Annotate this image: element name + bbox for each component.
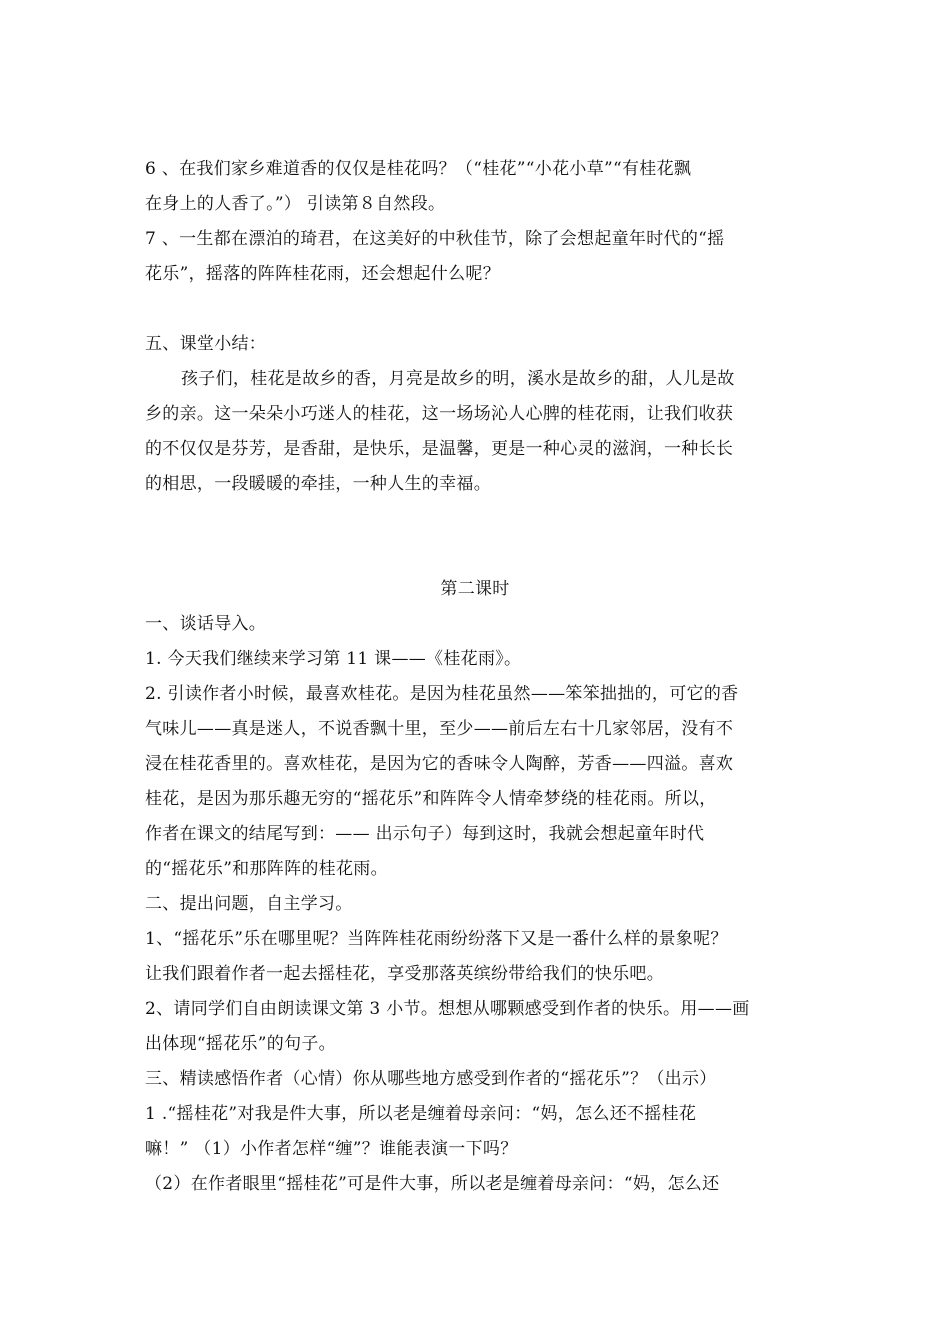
text-line: 桂花，是因为那乐趣无穷的“摇花乐”和阵阵令人情牵梦绕的桂花雨。所以， <box>145 789 717 809</box>
spacer <box>145 292 805 327</box>
text-line: 1. 今天我们继续来学习第 11 课——《桂花雨》。 <box>145 649 522 669</box>
text-line: （2）在作者眼里“摇桂花”可是件大事，所以老是缠着母亲问：“妈，怎么还 <box>145 1174 720 1194</box>
part2-heading: 二、提出问题，自主学习。 <box>145 894 353 914</box>
text-line: 乡的亲。这一朵朵小巧迷人的桂花，这一场场沁人心脾的桂花雨，让我们收获 <box>145 404 734 424</box>
text-line: 2、请同学们自由朗读课文第 3 小节。想想从哪颗感受到作者的快乐。用——画 <box>145 999 750 1019</box>
spacer <box>145 502 805 572</box>
part1-heading: 一、谈话导入。 <box>145 614 267 634</box>
text-line: 花乐”，摇落的阵阵桂花雨，还会想起什么呢？ <box>145 264 500 284</box>
text-line: 1 .“摇桂花”对我是件大事，所以老是缠着母亲问：“妈，怎么还不摇桂花 <box>145 1104 697 1124</box>
text-line: 的相思，一段暖暖的牵挂，一种人生的幸福。 <box>145 474 491 494</box>
lesson2-section <box>145 572 805 1202</box>
text-line: 让我们跟着作者一起去摇桂花，享受那落英缤纷带给我们的快乐吧。 <box>145 964 664 984</box>
document-page <box>145 152 805 1202</box>
summary-section <box>145 327 805 502</box>
text-line: 的“摇花乐”和那阵阵的桂花雨。 <box>145 859 388 879</box>
text-line: 嘛！” （1）小作者怎样“缠”？谁能表演一下吗？ <box>145 1139 518 1159</box>
text-line: 孩子们，桂花是故乡的香，月亮是故乡的明，溪水是故乡的甜，人儿是故 <box>181 369 735 389</box>
lesson-title: 第二课时 <box>440 579 510 599</box>
text-line: 出体现“摇花乐”的句子。 <box>145 1034 336 1054</box>
text-line: 7 、一生都在漂泊的琦君，在这美好的中秋佳节，除了会想起童年时代的“摇 <box>145 229 725 249</box>
text-line: 作者在课文的结尾写到：—— 出示句子）每到这时，我就会想起童年时代 <box>145 824 705 844</box>
text-line: 6 、在我们家乡难道香的仅仅是桂花吗？（“桂花”“小花小草”“有桂花飘 <box>145 159 692 179</box>
summary-heading: 五、课堂小结： <box>145 334 267 354</box>
part3-heading: 三、精读感悟作者（心情）你从哪些地方感受到作者的“摇花乐”？（出示） <box>145 1069 717 1089</box>
text-line: 2. 引读作者小时候，最喜欢桂花。是因为桂花虽然——笨笨拙拙的，可它的香 <box>145 684 739 704</box>
section-a <box>145 152 805 292</box>
text-line: 在身上的人香了。”） 引读第８自然段。 <box>145 194 446 214</box>
text-line: 浸在桂花香里的。喜欢桂花，是因为它的香味令人陶醉，芳香——四溢。喜欢 <box>145 754 734 774</box>
text-line: 1、“摇花乐”乐在哪里呢？当阵阵桂花雨纷纷落下又是一番什么样的景象呢？ <box>145 929 728 949</box>
text-line: 气味儿——真是迷人，不说香飘十里，至少——前后左右十几家邻居，没有不 <box>145 719 734 739</box>
text-line: 的不仅仅是芬芳，是香甜，是快乐，是温馨，更是一种心灵的滋润，一种长长 <box>145 439 734 459</box>
